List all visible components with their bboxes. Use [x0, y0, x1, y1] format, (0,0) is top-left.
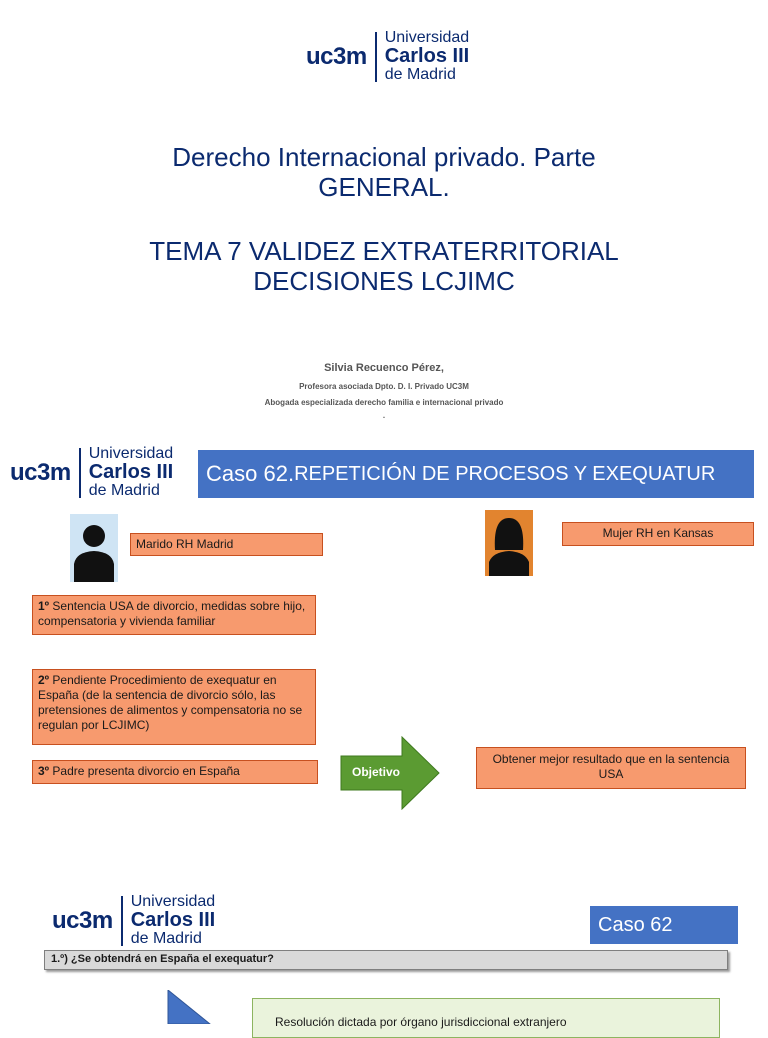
logo-line2: Carlos III — [384, 45, 470, 68]
answer-box — [252, 998, 720, 1038]
logo-line2: Carlos III — [130, 909, 216, 932]
item1-box — [32, 595, 316, 635]
item1-number: 1º — [38, 599, 50, 613]
item3-text: Padre presenta divorcio en España — [49, 764, 240, 778]
case-header-prefix: Caso 62. — [206, 461, 295, 486]
case-header-bar — [198, 450, 754, 498]
husband-label: Marido RH Madrid — [130, 533, 323, 556]
logo-separator — [79, 448, 81, 498]
logo-slide2 — [10, 446, 173, 499]
author-spec: Abogada especializada derecho familia e internacional privado — [264, 398, 504, 407]
logo-line3: de Madrid — [384, 65, 456, 83]
item2-text: Pendiente Procedimiento de exequatur en España (de la sentencia de divorcio sólo, las pretensiones de alimentos y compensatoria no se regulan por LCJIMC) — [38, 673, 303, 732]
item1-text: Sentencia USA de divorcio, medidas sobre hijo, compensatoria y vivienda familiar — [38, 599, 306, 628]
wife-label: Mujer RH en Kansas — [562, 522, 754, 546]
objetivo-arrow-icon — [340, 736, 440, 810]
logo-university — [89, 446, 173, 499]
logo-line2: Carlos III — [88, 461, 174, 484]
logo-separator — [375, 32, 377, 82]
title-line2: GENERAL. — [318, 172, 450, 202]
logo-slide3 — [52, 894, 215, 947]
title-line4: DECISIONES LCJIMC — [253, 266, 515, 296]
logo-slide1 — [306, 30, 469, 83]
goal-box: Obtener mejor resultado que en la sentencia USA — [476, 747, 746, 789]
logo-separator — [121, 896, 123, 946]
author-block — [0, 362, 768, 420]
author-role: Profesora asociada Dpto. D. I. Privado UC3M — [299, 382, 469, 391]
author-name: Silvia Recuenco Pérez, — [324, 362, 444, 374]
wife-avatar-icon — [485, 510, 533, 576]
question-bar: 1.º) ¿Se obtendrá en España el exequatur? — [44, 950, 728, 970]
triangle-arrow-icon — [166, 990, 214, 1024]
slide1-title — [0, 142, 768, 296]
case-header-rest: REPETICIÓN DE PROCESOS Y EXEQUATUR — [294, 462, 716, 485]
husband-avatar-icon — [70, 514, 118, 582]
logo-university — [385, 30, 469, 83]
title-line1: Derecho Internacional privado. Parte — [172, 142, 596, 172]
item3-number: 3º — [38, 764, 50, 778]
item2-box — [32, 669, 316, 745]
logo-line1: Universidad — [130, 893, 216, 910]
logo-brand: uc3m — [306, 42, 367, 70]
logo-line3: de Madrid — [88, 481, 160, 499]
logo-line1: Universidad — [384, 29, 470, 46]
item3-box — [32, 760, 318, 784]
logo-line1: Universidad — [88, 445, 174, 462]
logo-university — [131, 894, 215, 947]
item2-number: 2º — [38, 673, 50, 687]
objetivo-label: Objetivo — [352, 765, 401, 779]
case62-header: Caso 62 — [590, 906, 738, 944]
logo-brand: uc3m — [10, 458, 71, 486]
answer-text: Resolución dictada por órgano jurisdiccional extranjero — [275, 1015, 567, 1029]
logo-line3: de Madrid — [130, 929, 202, 947]
title-line3: TEMA 7 VALIDEZ EXTRATERRITORIAL — [149, 236, 619, 266]
logo-brand: uc3m — [52, 906, 113, 934]
author-dot: . — [382, 411, 386, 420]
